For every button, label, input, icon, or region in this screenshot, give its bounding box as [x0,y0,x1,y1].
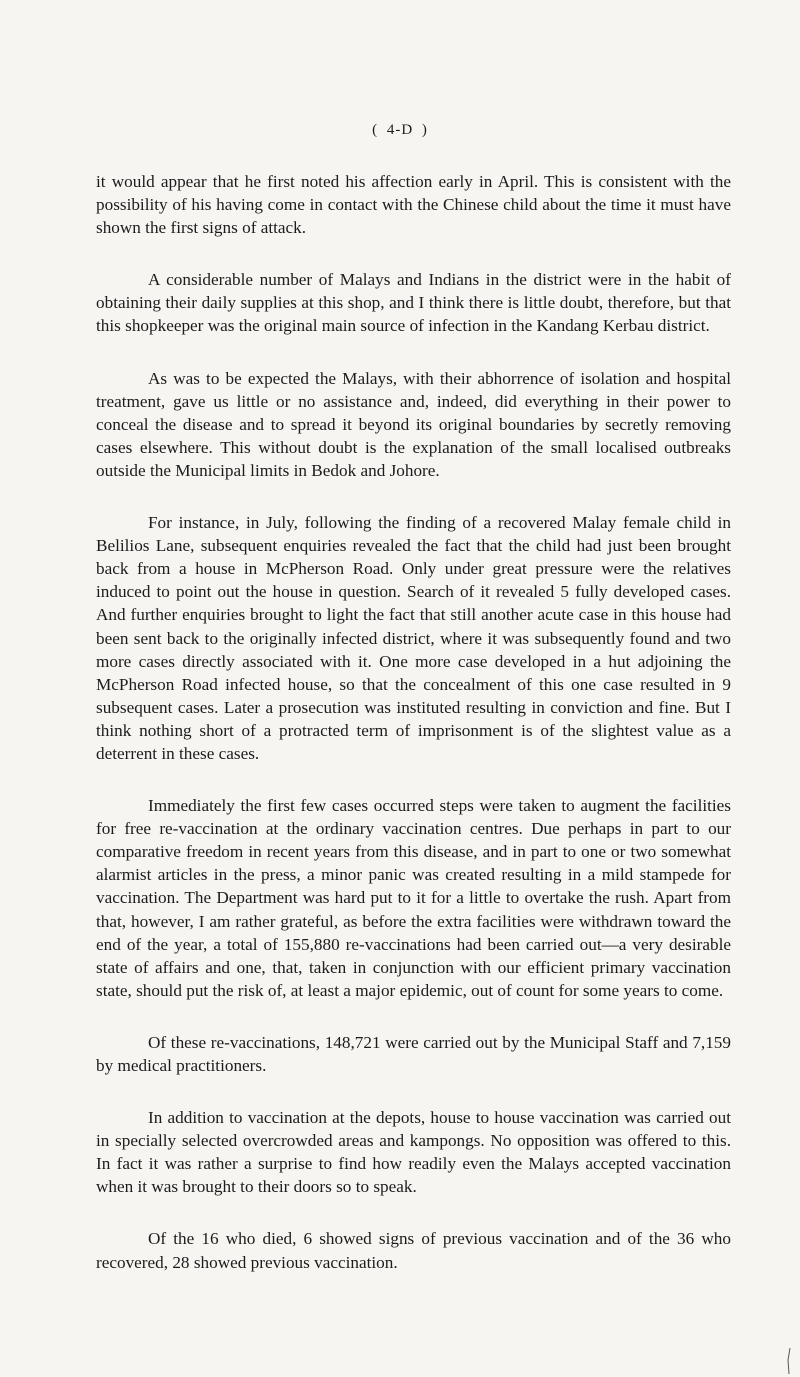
paragraph: For instance, in July, following the finding of a recovered Malay female child in Belilios Lane, subsequent enquiries revealed the fact that the child had just been brought back from a house in McPherson Road. Only under great pressure were the relatives induced to point out the house in question. Search of it revealed 5 fully developed cases. And further enquiries brought to light the fact that still another acute case in this house had been sent back to the originally infected district, where it was subsequently found and two more cases directly associated with it. One more case developed in a hut adjoining the McPherson Road infected house, so that the concealment of this one case resulted in 9 subsequent cases. Later a prosecution was instituted resulting in conviction and fine. But I think nothing short of a protracted term of imprisonment is of the slightest value as a deterrent in these cases. [96,513,731,763]
page-number: ( 4-D ) [372,122,428,138]
paragraph: A considerable number of Malays and Indians in the district were in the habit of obtaining their daily supplies at this shop, and I think there is little doubt, therefore, but that this shopkeeper was the original main source of infection in the Kandang Kerbau district. [96,270,731,336]
paragraph: Immediately the first few cases occurred steps were taken to augment the facilities for free re-vaccination at the ordinary vaccination centres. Due perhaps in part to our comparative freedom in recent years from this disease, and in part to one or two somewhat alarmist articles in the press, a minor panic was created resulting in a mild stampede for vaccination. The Department was hard put to it for a little to overtake the rush. Apart from that, however, I am rather grateful, as before the extra facilities were withdrawn toward the end of the year, a total of 155,880 re-vaccinations had been carried out—a very desirable state of affairs and one, that, taken in conjunction with our efficient primary vaccination state, should put the risk of, at least a major epidemic, out of count for some years to come. [96,796,731,1000]
paragraph: Of the 16 who died, 6 showed signs of previous vaccination and of the 36 who recovered, 28 showed previous vaccination. [96,1229,731,1272]
paragraph: As was to be expected the Malays, with their abhorrence of isolation and hospital treatment, gave us little or no assistance and, indeed, did everything in their power to conceal the disease and to spread it beyond its original boundaries by secretly removing cases elsewhere. This without doubt is the explanation of the small localised outbreaks outside the Municipal limits in Bedok and Johore. [96,368,731,480]
body-text [96,170,731,1303]
paragraph: it would appear that he first noted his affection early in April. This is consistent with the possibility of his having come in contact with the Chinese child about the time it must have shown the first signs of attack. [96,172,731,238]
paragraph: In addition to vaccination at the depots, house to house vaccination was carried out in specially selected overcrowded areas and kampongs. No opposition was offered to this. In fact it was rather a surprise to find how readily even the Malays accepted vaccination when it was brought to their doors so to speak. [96,1108,731,1197]
page-edge-mark [786,1348,792,1374]
paragraph: Of these re-vaccinations, 148,721 were carried out by the Municipal Staff and 7,159 by medical practitioners. [96,1032,731,1075]
